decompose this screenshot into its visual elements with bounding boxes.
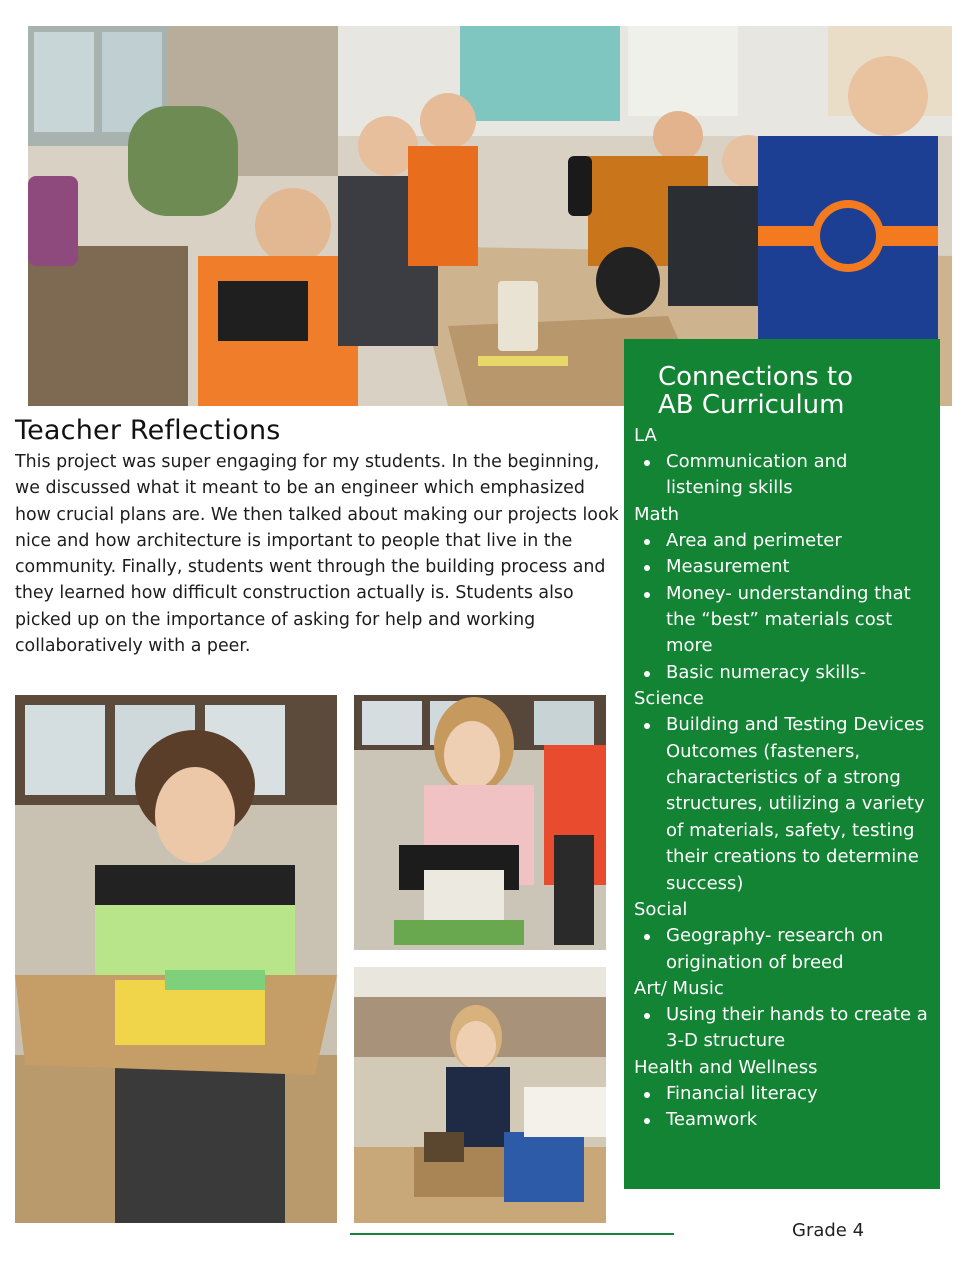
list-item: Building and Testing Devices Outcomes (fasteners, characteristics of a strong structures, utilizing a variety of materials, safety, testing their creations to determine success) xyxy=(666,712,928,897)
curriculum-title-line1: Connections to xyxy=(658,362,854,392)
student-photo-barn xyxy=(354,695,606,950)
list-item: Money- understanding that the “best” materials cost more xyxy=(666,581,928,660)
list-item: Using their hands to create a 3-D structure xyxy=(666,1002,928,1055)
section-list-health xyxy=(634,1081,928,1134)
grade-label: Grade 4 xyxy=(792,1220,865,1241)
list-item: Area and perimeter xyxy=(666,528,928,554)
student-photo-cardboard xyxy=(15,695,337,1223)
section-list-art-music xyxy=(634,1002,928,1055)
section-head-math: Math xyxy=(634,503,680,525)
section-head-la: LA xyxy=(634,425,657,446)
footer-divider xyxy=(350,1233,674,1235)
list-item: Geography- research on origination of breed xyxy=(666,923,928,976)
reflections-title: Teacher Reflections xyxy=(15,415,281,446)
curriculum-title xyxy=(634,363,928,419)
list-item: Basic numeracy skills- xyxy=(666,660,928,686)
student-photo-farm-model xyxy=(354,967,606,1223)
section-list-la xyxy=(634,449,928,502)
section-head-social: Social xyxy=(634,899,688,921)
section-list-math xyxy=(634,528,928,686)
section-head-art-music: Art/ Music xyxy=(634,977,724,999)
list-item: Financial literacy xyxy=(666,1081,928,1107)
list-item: Communication and listening skills xyxy=(666,449,928,502)
section-head-science: Science xyxy=(634,688,704,710)
section-list-social xyxy=(634,923,928,976)
list-item: Measurement xyxy=(666,554,928,580)
curriculum-panel xyxy=(624,339,940,1189)
reflections-body: This project was super engaging for my students. In the beginning, we discussed what it meant to be an engineer which emphasized how crucial plans are. We then talked about making our projects look nice and how architecture is important to people that live in the community. Finally, students went through the building process and they learned how difficult construction actually is. Students also picked up on the importance of asking for help and working collaboratively with a peer. xyxy=(15,452,619,657)
list-item: Teamwork xyxy=(666,1107,928,1133)
curriculum-title-line2: AB Curriculum xyxy=(658,390,845,420)
section-head-health: Health and Wellness xyxy=(634,1056,818,1078)
section-list-science xyxy=(634,712,928,897)
